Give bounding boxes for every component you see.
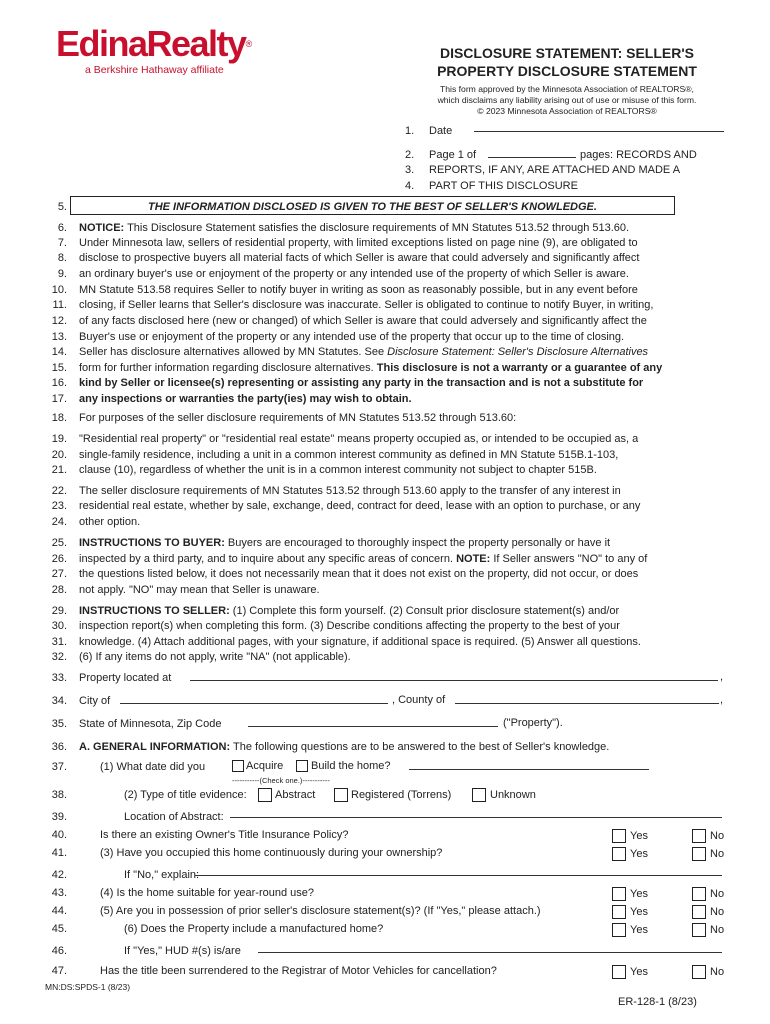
no-checkbox[interactable] — [692, 829, 706, 843]
approval-note-line1: This form approved by the Minnesota Association of REALTORS®, — [440, 84, 694, 94]
line-number: 24. — [51, 516, 67, 528]
line-number: 2. — [405, 149, 415, 161]
date-field[interactable] — [474, 131, 724, 132]
acquire-label: Acquire — [246, 760, 284, 772]
line-text: form for further information regarding disclosure alternatives. This disclosure is not a warranty or a guarantee of any — [79, 362, 663, 374]
form-title-line1: DISCLOSURE STATEMENT: SELLER'S — [439, 45, 695, 61]
line-number: 30. — [51, 620, 67, 632]
line-number: 12. — [51, 315, 67, 327]
line-text: Buyer's use or enjoyment of the property or any intended use of the property that occur up to the time of closing. — [79, 331, 625, 343]
line-text: other option. — [79, 516, 141, 528]
acquire-date-field[interactable] — [409, 769, 649, 770]
line-number: 26. — [51, 553, 67, 565]
line-number: 33. — [51, 672, 67, 684]
check-one-hint: -----------(Check one.)----------- — [232, 776, 330, 785]
line-number: 17. — [51, 393, 67, 405]
no-label: No — [710, 888, 725, 900]
line-number: 7. — [57, 237, 67, 249]
line-number: 19. — [51, 433, 67, 445]
no-checkbox[interactable] — [692, 923, 706, 937]
line-number: 10. — [51, 284, 67, 296]
address-trailing-comma: , — [720, 671, 724, 683]
line-text: inspection report(s) when completing this form. (3) Describe conditions affecting the property to the best of your — [79, 620, 620, 632]
line-text: REPORTS, IF ANY, ARE ATTACHED AND MADE A — [429, 164, 681, 176]
line-text: clause (10), regardless of whether the unit is in a common interest community not subject to chapter 515B. — [79, 464, 597, 476]
line-text: pages: RECORDS AND — [580, 149, 697, 161]
no-checkbox[interactable] — [692, 847, 706, 861]
no-checkbox[interactable] — [692, 965, 706, 979]
line-text: (3) Have you occupied this home continuously during your ownership? — [100, 847, 443, 859]
line-number: 14. — [51, 346, 67, 358]
line-text: INSTRUCTIONS TO SELLER: (1) Complete this form yourself. (2) Consult prior disclosure statement(s) and/or — [79, 605, 620, 617]
line-number: 9. — [57, 268, 67, 280]
line-number: 16. — [51, 377, 67, 389]
line-text: Seller has disclosure alternatives allowed by MN Statutes. See Disclosure Statement: Seller's Disclosure Alternatives — [79, 346, 649, 358]
yes-label: Yes — [630, 848, 648, 860]
yes-checkbox[interactable] — [612, 829, 626, 843]
line-number: 35. — [51, 718, 67, 730]
line-text: (4) Is the home suitable for year-round use? — [100, 887, 315, 899]
line-number: 40. — [51, 829, 67, 841]
line-number: 22. — [51, 485, 67, 497]
county-field[interactable] — [455, 703, 719, 704]
line-text: State of Minnesota, Zip Code — [79, 718, 222, 730]
line-number: 8. — [57, 252, 67, 264]
abstract-label: Abstract — [275, 789, 316, 801]
line-text: If "Yes," HUD #(s) is/are — [124, 945, 241, 957]
line-text: of any facts disclosed here (new or changed) of which Seller is aware that could adversely and significantly affect the — [79, 315, 647, 327]
line-number: 28. — [51, 584, 67, 596]
line-number: 36. — [51, 741, 67, 753]
yes-label: Yes — [630, 888, 648, 900]
county-trailing-comma: , — [720, 694, 724, 706]
line-number: 46. — [51, 945, 67, 957]
yes-label: Yes — [630, 924, 648, 936]
line-number: 20. — [51, 449, 67, 461]
line-number: 44. — [51, 905, 67, 917]
yes-checkbox[interactable] — [612, 905, 626, 919]
line-text: the questions listed below, it does not necessarily mean that it does not exist on the property, did not occur, or does — [79, 568, 639, 580]
line-text: Is there an existing Owner's Title Insurance Policy? — [100, 829, 349, 841]
line-text: Has the title been surrendered to the Registrar of Motor Vehicles for cancellation? — [100, 965, 497, 977]
zip-code-field[interactable] — [248, 726, 498, 727]
line-text: kind by Seller or licensee(s) representing or assisting any party in the transaction and is not a substitute for — [79, 377, 644, 389]
line-number: 42. — [51, 869, 67, 881]
yes-label: Yes — [630, 966, 648, 978]
line-number: 21. — [51, 464, 67, 476]
no-label: No — [710, 830, 725, 842]
form-title-line2: PROPERTY DISCLOSURE STATEMENT — [437, 63, 697, 79]
line-text: (6) Does the Property include a manufactured home? — [124, 923, 384, 935]
city-field[interactable] — [120, 703, 388, 704]
footer-form-code: MN:DS:SPDS-1 (8/23) — [45, 982, 131, 992]
no-label: No — [710, 924, 725, 936]
abstract-checkbox[interactable] — [258, 788, 272, 802]
line-number: 39. — [51, 811, 67, 823]
approval-note-line3: © 2023 Minnesota Association of REALTORS® — [477, 106, 657, 116]
line-text: For purposes of the seller disclosure requirements of MN Statutes 513.52 through 513.60: — [79, 412, 517, 424]
line-number: 5. — [57, 201, 67, 213]
line-number: 37. — [51, 761, 67, 773]
yes-checkbox[interactable] — [612, 923, 626, 937]
yes-checkbox[interactable] — [612, 887, 626, 901]
line-text: PART OF THIS DISCLOSURE — [429, 180, 578, 192]
line-number: 34. — [51, 695, 67, 707]
acquire-checkbox[interactable] — [232, 760, 244, 772]
line-text: MN Statute 513.58 requires Seller to notify buyer in writing as soon as reasonably possible, but in any event before — [79, 284, 638, 296]
no-label: No — [710, 906, 725, 918]
line-text: closing, if Seller learns that Seller's disclosure was inaccurate. Seller is obligated to continue to notify Buyer, in writing, — [79, 299, 654, 311]
line-text: The seller disclosure requirements of MN Statutes 513.52 through 513.60 apply to the transfer of any interest in — [79, 485, 621, 497]
line-text: Page 1 of — [429, 149, 477, 161]
logo-tagline: a Berkshire Hathaway affiliate — [85, 64, 224, 76]
build-home-label: Build the home? — [311, 760, 391, 772]
property-address-field[interactable] — [190, 680, 718, 681]
line-text: not apply. "NO" may mean that Seller is unaware. — [79, 584, 320, 596]
line-text: Under Minnesota law, sellers of residential property, with limited exceptions listed on page nine (9), are obligated to — [79, 237, 638, 249]
no-checkbox[interactable] — [692, 887, 706, 901]
line-text: any inspections or warranties the party(ies) may wish to obtain. — [79, 393, 412, 405]
line-text: (6) If any items do not apply, write "NA" (not applicable). — [79, 651, 351, 663]
line-number: 1. — [405, 125, 415, 137]
line-number: 32. — [51, 651, 67, 663]
form-header — [402, 44, 732, 117]
line-number: 31. — [51, 636, 67, 648]
approval-note-line2: which disclaims any liability arising out of use or misuse of this form. — [437, 95, 697, 105]
line-text: residential real estate, whether by sale, exchange, deed, contract for deed, lease with an option to purchase, or any — [79, 500, 641, 512]
line-text: THE INFORMATION DISCLOSED IS GIVEN TO THE BEST OF SELLER'S KNOWLEDGE. — [148, 201, 597, 213]
line-number: 6. — [57, 222, 67, 234]
line-number: 13. — [51, 331, 67, 343]
line-text: If "No," explain: — [124, 869, 200, 881]
build-home-checkbox[interactable] — [296, 760, 308, 772]
line-text: City of — [79, 695, 111, 707]
no-label: No — [710, 966, 725, 978]
line-number: 11. — [52, 299, 67, 311]
unknown-checkbox[interactable] — [472, 788, 486, 802]
line-number: 23. — [51, 500, 67, 512]
line-text: Date — [429, 125, 453, 137]
line-text: disclose to prospective buyers all material facts of which Seller is aware that could adversely and significantly affect — [79, 252, 640, 264]
property-ref-label: ("Property"). — [503, 717, 563, 729]
line-number: 38. — [51, 789, 67, 801]
line-number: 27. — [51, 568, 67, 580]
yes-checkbox[interactable] — [612, 847, 626, 861]
line-text: (1) What date did you — [100, 761, 206, 773]
yes-checkbox[interactable] — [612, 965, 626, 979]
line-text: INSTRUCTIONS TO BUYER: Buyers are encouraged to thoroughly inspect the property personally or have it — [79, 537, 611, 549]
line-number: 15. — [51, 362, 67, 374]
line-text: (2) Type of title evidence: — [124, 789, 247, 801]
line-number: 43. — [51, 887, 67, 899]
logo-reg-mark: ® — [245, 39, 253, 49]
line-text: (5) Are you in possession of prior seller's disclosure statement(s)? (If "Yes," please attach.) — [100, 905, 541, 917]
line-number: 18. — [51, 412, 67, 424]
line-number: 25. — [51, 537, 67, 549]
logo-brand: EdinaRealty — [56, 23, 246, 64]
hud-number-field[interactable] — [258, 952, 722, 953]
line-number: 29. — [51, 605, 67, 617]
line-text: knowledge. (4) Attach additional pages, with your signature, if additional space is required. (5) Answer all questions. — [79, 636, 641, 648]
line-number: 47. — [51, 965, 67, 977]
occupancy-explain-field[interactable] — [195, 875, 722, 876]
no-label: No — [710, 848, 725, 860]
registered-torrens-checkbox[interactable] — [334, 788, 348, 802]
line-text: an ordinary buyer's use or enjoyment of the property or any intended use of the property of which Seller is aware. — [79, 268, 629, 280]
no-checkbox[interactable] — [692, 905, 706, 919]
line-number: 41. — [51, 847, 67, 859]
line-text: NOTICE: This Disclosure Statement satisfies the disclosure requirements of MN Statutes 513.52 through 513.60. — [79, 222, 630, 234]
form-approval-note — [402, 84, 732, 117]
edina-realty-logo — [56, 23, 266, 76]
county-of-label: , County of — [392, 694, 446, 706]
yes-label: Yes — [630, 830, 648, 842]
registered-torrens-label: Registered (Torrens) — [351, 789, 452, 801]
footer-er-code: ER-128-1 (8/23) — [618, 996, 697, 1008]
total-pages-field[interactable] — [488, 157, 576, 158]
line-number: 45. — [51, 923, 67, 935]
line-text: Location of Abstract: — [124, 811, 224, 823]
line-text: A. GENERAL INFORMATION: The following questions are to be answered to the best of Seller's knowledge. — [79, 741, 610, 753]
line-text: inspected by a third party, and to inquire about any specific areas of concern. NOTE: If Seller answers "NO" to any of — [79, 553, 648, 565]
unknown-label: Unknown — [490, 789, 536, 801]
line-text: Property located at — [79, 672, 172, 684]
line-text: "Residential real property" or "residential real estate" means property occupied as, or intended to be occupied as, a — [79, 433, 639, 445]
line-text: single-family residence, including a unit in a common interest community as defined in MN Statute 515B.1-103, — [79, 449, 619, 461]
abstract-location-field[interactable] — [230, 817, 722, 818]
yes-label: Yes — [630, 906, 648, 918]
line-number: 3. — [405, 164, 415, 176]
line-number: 4. — [405, 180, 415, 192]
